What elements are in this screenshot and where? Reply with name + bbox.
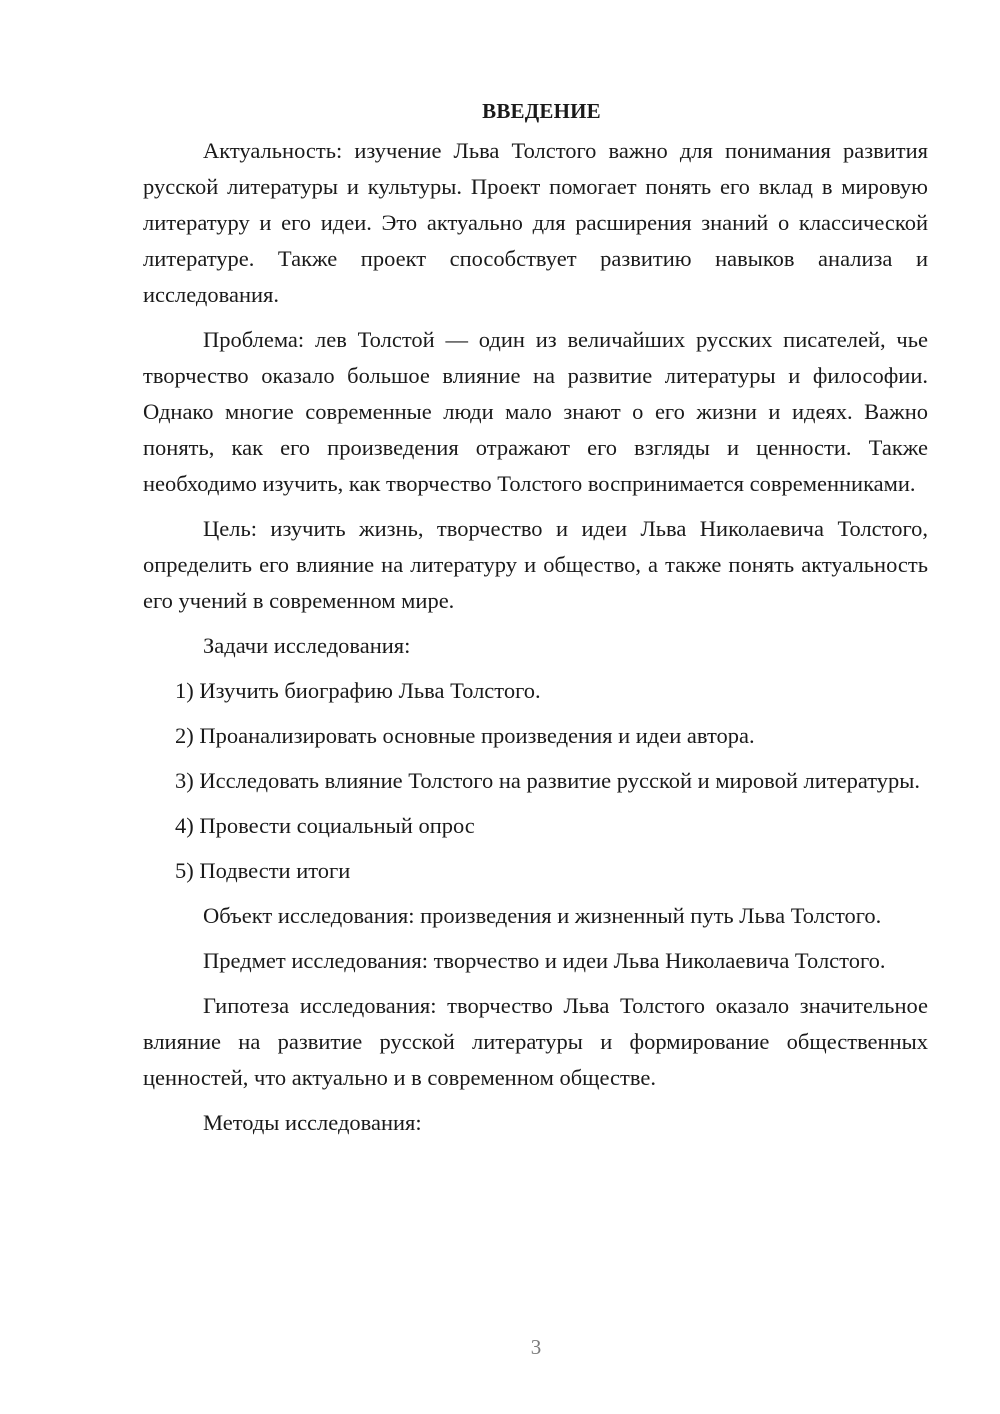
paragraph-methods-intro: Методы исследования: (203, 1110, 422, 1135)
section-heading: ВВЕДЕНИЕ (482, 99, 601, 123)
paragraph-object: Объект исследования: произведения и жизненный путь Льва Толстого. (203, 903, 882, 928)
paragraph-relevance: Актуальность: изучение Льва Толстого важно для понимания развития русской литературы и культуры. Проект помогает понять его вклад в мировую литературу и его идеи. Это актуально для расширения знаний о классической литературе. Также проект способствует развитию навыков анализа и исследования. (143, 138, 928, 307)
page-content (143, 93, 928, 1150)
task-item-2: 2) Проанализировать основные произведения и идеи автора. (175, 723, 755, 748)
paragraph-goal: Цель: изучить жизнь, творчество и идеи Льва Николаевича Толстого, определить его влияние на литературу и общество, а также понять актуальность его учений в современном мире. (143, 516, 928, 613)
task-item-4: 4) Провести социальный опрос (175, 813, 475, 838)
task-item-5: 5) Подвести итоги (175, 858, 351, 883)
paragraph-tasks-intro: Задачи исследования: (203, 633, 411, 658)
task-item-3: 3) Исследовать влияние Толстого на развитие русской и мировой литературы. (175, 768, 921, 793)
page-number: 3 (530, 1335, 542, 1359)
paragraph-subject: Предмет исследования: творчество и идеи Льва Николаевича Толстого. (203, 948, 886, 973)
task-item-1: 1) Изучить биографию Льва Толстого. (175, 678, 541, 703)
paragraph-hypothesis: Гипотеза исследования: творчество Льва Толстого оказало значительное влияние на развитие русской литературы и формирование общественных ценностей, что актуально и в современном обществе. (143, 993, 928, 1090)
paragraph-problem: Проблема: лев Толстой — один из величайших русских писателей, чье творчество оказало большое влияние на развитие литературы и философии. Однако многие современные люди мало знают о его жизни и идеях. Важно понять, как его произведения отражают его взгляды и ценности. Также необходимо изучить, как творчество Толстого воспринимается современниками. (143, 327, 928, 496)
